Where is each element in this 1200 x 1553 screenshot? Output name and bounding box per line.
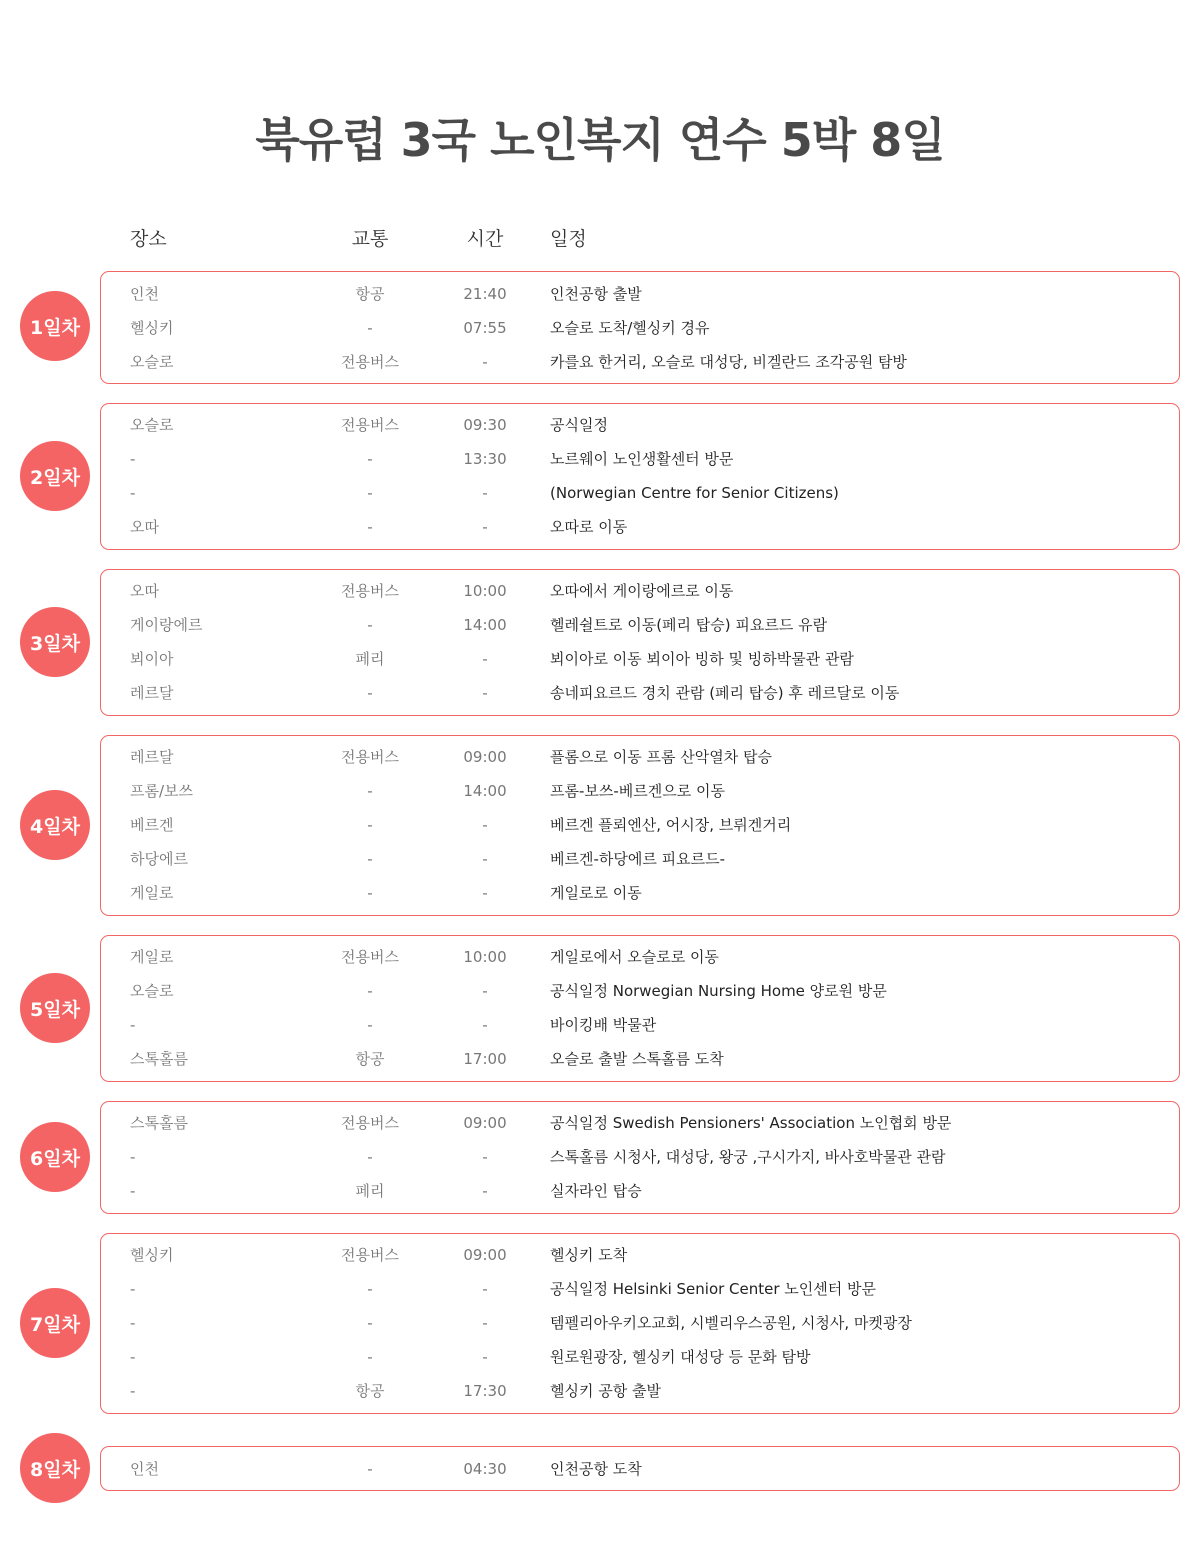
row-time: 17:30 xyxy=(463,1382,507,1400)
schedule-row xyxy=(0,647,1200,671)
row-transport: - xyxy=(367,782,373,800)
row-place: 게일로 xyxy=(130,884,174,902)
page-title: 북유럽 3국 노인복지 연수 5박 8일 xyxy=(255,113,945,167)
schedule-row xyxy=(0,1111,1200,1135)
schedule-row xyxy=(0,1179,1200,1203)
row-time: - xyxy=(482,1182,488,1200)
row-time: - xyxy=(482,684,488,702)
row-time: - xyxy=(482,1016,488,1034)
row-transport: - xyxy=(367,484,373,502)
row-time: - xyxy=(482,1148,488,1166)
row-transport: 전용버스 xyxy=(341,416,399,434)
row-schedule: 송네피요르드 경치 관람 (페리 탑승) 후 레르달로 이동 xyxy=(550,684,900,702)
row-time: - xyxy=(482,518,488,536)
header-time: 시간 xyxy=(466,228,504,250)
row-transport: - xyxy=(367,816,373,834)
day-badge: 5일차 xyxy=(20,973,90,1043)
row-schedule: 스톡홀름 시청사, 대성당, 왕궁 ,구시가지, 바사호박물관 관람 xyxy=(550,1148,946,1166)
row-place: 오슬로 xyxy=(130,982,174,1000)
row-time: 10:00 xyxy=(463,582,507,600)
schedule-row xyxy=(0,945,1200,969)
row-place: - xyxy=(130,450,136,468)
row-place: 오슬로 xyxy=(130,416,174,434)
row-transport: - xyxy=(367,616,373,634)
row-transport: 항공 xyxy=(355,1050,385,1068)
schedule-row xyxy=(0,779,1200,803)
row-schedule: 카를요 한거리, 오슬로 대성당, 비겔란드 조각공원 탐방 xyxy=(550,353,907,371)
row-place: 헬싱키 xyxy=(130,1246,174,1264)
row-transport: - xyxy=(367,884,373,902)
row-place: 게이랑에르 xyxy=(130,616,203,634)
row-schedule: 헬싱키 도착 xyxy=(550,1246,628,1264)
day-badge: 2일차 xyxy=(20,441,90,511)
schedule-row xyxy=(0,1457,1200,1481)
row-place: 게일로 xyxy=(130,948,174,966)
row-schedule: 헬싱키 공항 출발 xyxy=(550,1382,661,1400)
row-time: - xyxy=(482,1348,488,1366)
row-schedule: 인천공항 도착 xyxy=(550,1460,642,1478)
schedule-row xyxy=(0,847,1200,871)
schedule-row xyxy=(0,350,1200,374)
row-schedule: 프롬-보쓰-베르겐으로 이동 xyxy=(550,782,725,800)
schedule-row xyxy=(0,1013,1200,1037)
row-time: - xyxy=(482,850,488,868)
row-transport: - xyxy=(367,982,373,1000)
schedule-row xyxy=(0,681,1200,705)
row-time: - xyxy=(482,650,488,668)
row-transport: 페리 xyxy=(355,650,385,668)
row-transport: 전용버스 xyxy=(341,582,399,600)
row-transport: - xyxy=(367,1314,373,1332)
table-header xyxy=(0,224,1200,252)
row-time: - xyxy=(482,484,488,502)
row-schedule: 베르겐 플뢰엔산, 어시장, 브뤼겐거리 xyxy=(550,816,792,834)
row-place: - xyxy=(130,1016,136,1034)
row-place: - xyxy=(130,1280,136,1298)
day-badge: 8일차 xyxy=(20,1433,90,1503)
row-time: - xyxy=(482,982,488,1000)
row-transport: 전용버스 xyxy=(341,1114,399,1132)
row-transport: - xyxy=(367,1016,373,1034)
schedule-row xyxy=(0,515,1200,539)
schedule-row xyxy=(0,1311,1200,1335)
row-transport: 전용버스 xyxy=(341,748,399,766)
row-schedule: 게일로에서 오슬로로 이동 xyxy=(550,948,719,966)
row-time: - xyxy=(482,1280,488,1298)
row-time: 04:30 xyxy=(463,1460,507,1478)
row-time: 14:00 xyxy=(463,616,507,634)
row-schedule: 뵈이아로 이동 뵈이아 빙하 및 빙하박물관 관람 xyxy=(550,650,854,668)
row-place: 오슬로 xyxy=(130,353,174,371)
row-transport: - xyxy=(367,850,373,868)
row-time: - xyxy=(482,1314,488,1332)
row-place: 헬싱키 xyxy=(130,319,174,337)
row-schedule: 원로원광장, 헬싱키 대성당 등 문화 탐방 xyxy=(550,1348,811,1366)
schedule-row xyxy=(0,579,1200,603)
row-place: 레르달 xyxy=(130,684,174,702)
schedule-row xyxy=(0,316,1200,340)
row-place: - xyxy=(130,484,136,502)
row-time: - xyxy=(482,884,488,902)
row-time: 21:40 xyxy=(463,285,507,303)
row-time: 09:00 xyxy=(463,1114,507,1132)
row-transport: - xyxy=(367,1280,373,1298)
header-transport: 교통 xyxy=(351,228,389,250)
day-badge: 4일차 xyxy=(20,790,90,860)
row-transport: 전용버스 xyxy=(341,353,399,371)
row-place: 오따 xyxy=(130,518,159,536)
row-place: 스톡홀름 xyxy=(130,1050,188,1068)
row-schedule: 오따에서 게이랑에르로 이동 xyxy=(550,582,734,600)
day-badge: 1일차 xyxy=(20,291,90,361)
row-transport: - xyxy=(367,319,373,337)
row-transport: - xyxy=(367,1348,373,1366)
row-time: 13:30 xyxy=(463,450,507,468)
schedule-row xyxy=(0,282,1200,306)
row-place: 오따 xyxy=(130,582,159,600)
row-time: 07:55 xyxy=(463,319,507,337)
day-badge: 7일차 xyxy=(20,1288,90,1358)
row-place: 레르달 xyxy=(130,748,174,766)
row-place: 하당에르 xyxy=(130,850,188,868)
row-place: 스톡홀름 xyxy=(130,1114,188,1132)
row-schedule: 오따로 이동 xyxy=(550,518,628,536)
row-schedule: 템펠리아우키오교회, 시벨리우스공원, 시청사, 마켓광장 xyxy=(550,1314,912,1332)
schedule-row xyxy=(0,745,1200,769)
row-schedule: 노르웨이 노인생활센터 방문 xyxy=(550,450,734,468)
schedule-row xyxy=(0,1047,1200,1071)
row-schedule: 인천공항 출발 xyxy=(550,285,642,303)
row-place: - xyxy=(130,1314,136,1332)
row-schedule: 베르겐-하당에르 피요르드- xyxy=(550,850,725,868)
schedule-row xyxy=(0,1379,1200,1403)
schedule-row xyxy=(0,979,1200,1003)
row-place: - xyxy=(130,1382,136,1400)
schedule-row xyxy=(0,613,1200,637)
schedule-row xyxy=(0,1243,1200,1267)
day-badge: 6일차 xyxy=(20,1122,90,1192)
row-transport: - xyxy=(367,1148,373,1166)
row-place: 뵈이아 xyxy=(130,650,174,668)
row-schedule: 실자라인 탑승 xyxy=(550,1182,642,1200)
row-schedule: 오슬로 도착/헬싱키 경유 xyxy=(550,319,710,337)
row-time: 10:00 xyxy=(463,948,507,966)
row-place: - xyxy=(130,1148,136,1166)
row-schedule: 게일로로 이동 xyxy=(550,884,642,902)
header-place: 장소 xyxy=(130,228,167,250)
row-schedule: 오슬로 출발 스톡홀름 도착 xyxy=(550,1050,724,1068)
row-place: 인천 xyxy=(130,1460,159,1478)
schedule-row xyxy=(0,481,1200,505)
schedule-row xyxy=(0,413,1200,437)
row-place: 프롬/보쓰 xyxy=(130,782,194,800)
schedule-row xyxy=(0,881,1200,905)
row-transport: - xyxy=(367,518,373,536)
row-transport: 페리 xyxy=(355,1182,385,1200)
row-place: - xyxy=(130,1348,136,1366)
schedule-row xyxy=(0,813,1200,837)
row-transport: 전용버스 xyxy=(341,948,399,966)
row-place: 인천 xyxy=(130,285,159,303)
row-schedule: 공식일정 Norwegian Nursing Home 양로원 방문 xyxy=(550,982,887,1000)
row-place: - xyxy=(130,1182,136,1200)
row-time: - xyxy=(482,353,488,371)
row-schedule: 공식일정 Swedish Pensioners' Association 노인협회 방문 xyxy=(550,1114,952,1132)
schedule-row xyxy=(0,1345,1200,1369)
schedule-row xyxy=(0,1277,1200,1301)
row-time: 09:00 xyxy=(463,1246,507,1264)
day-badge: 3일차 xyxy=(20,607,90,677)
row-time: - xyxy=(482,816,488,834)
row-time: 17:00 xyxy=(463,1050,507,1068)
schedule-row xyxy=(0,1145,1200,1169)
row-schedule: 바이킹배 박물관 xyxy=(550,1016,657,1034)
row-transport: - xyxy=(367,684,373,702)
row-schedule: 헬레쉴트로 이동(페리 탑승) 피요르드 유람 xyxy=(550,616,828,634)
row-transport: 항공 xyxy=(355,285,385,303)
row-transport: 항공 xyxy=(355,1382,385,1400)
row-time: 09:30 xyxy=(463,416,507,434)
row-time: 14:00 xyxy=(463,782,507,800)
row-place: 베르겐 xyxy=(130,816,174,834)
row-transport: 전용버스 xyxy=(341,1246,399,1264)
row-schedule: (Norwegian Centre for Senior Citizens) xyxy=(550,484,839,502)
row-transport: - xyxy=(367,450,373,468)
schedule-row xyxy=(0,447,1200,471)
row-schedule: 플롬으로 이동 프롬 산악열차 탑승 xyxy=(550,748,772,766)
row-time: 09:00 xyxy=(463,748,507,766)
row-transport: - xyxy=(367,1460,373,1478)
row-schedule: 공식일정 Helsinki Senior Center 노인센터 방문 xyxy=(550,1280,877,1298)
row-schedule: 공식일정 xyxy=(550,416,608,434)
header-schedule: 일정 xyxy=(550,228,587,250)
